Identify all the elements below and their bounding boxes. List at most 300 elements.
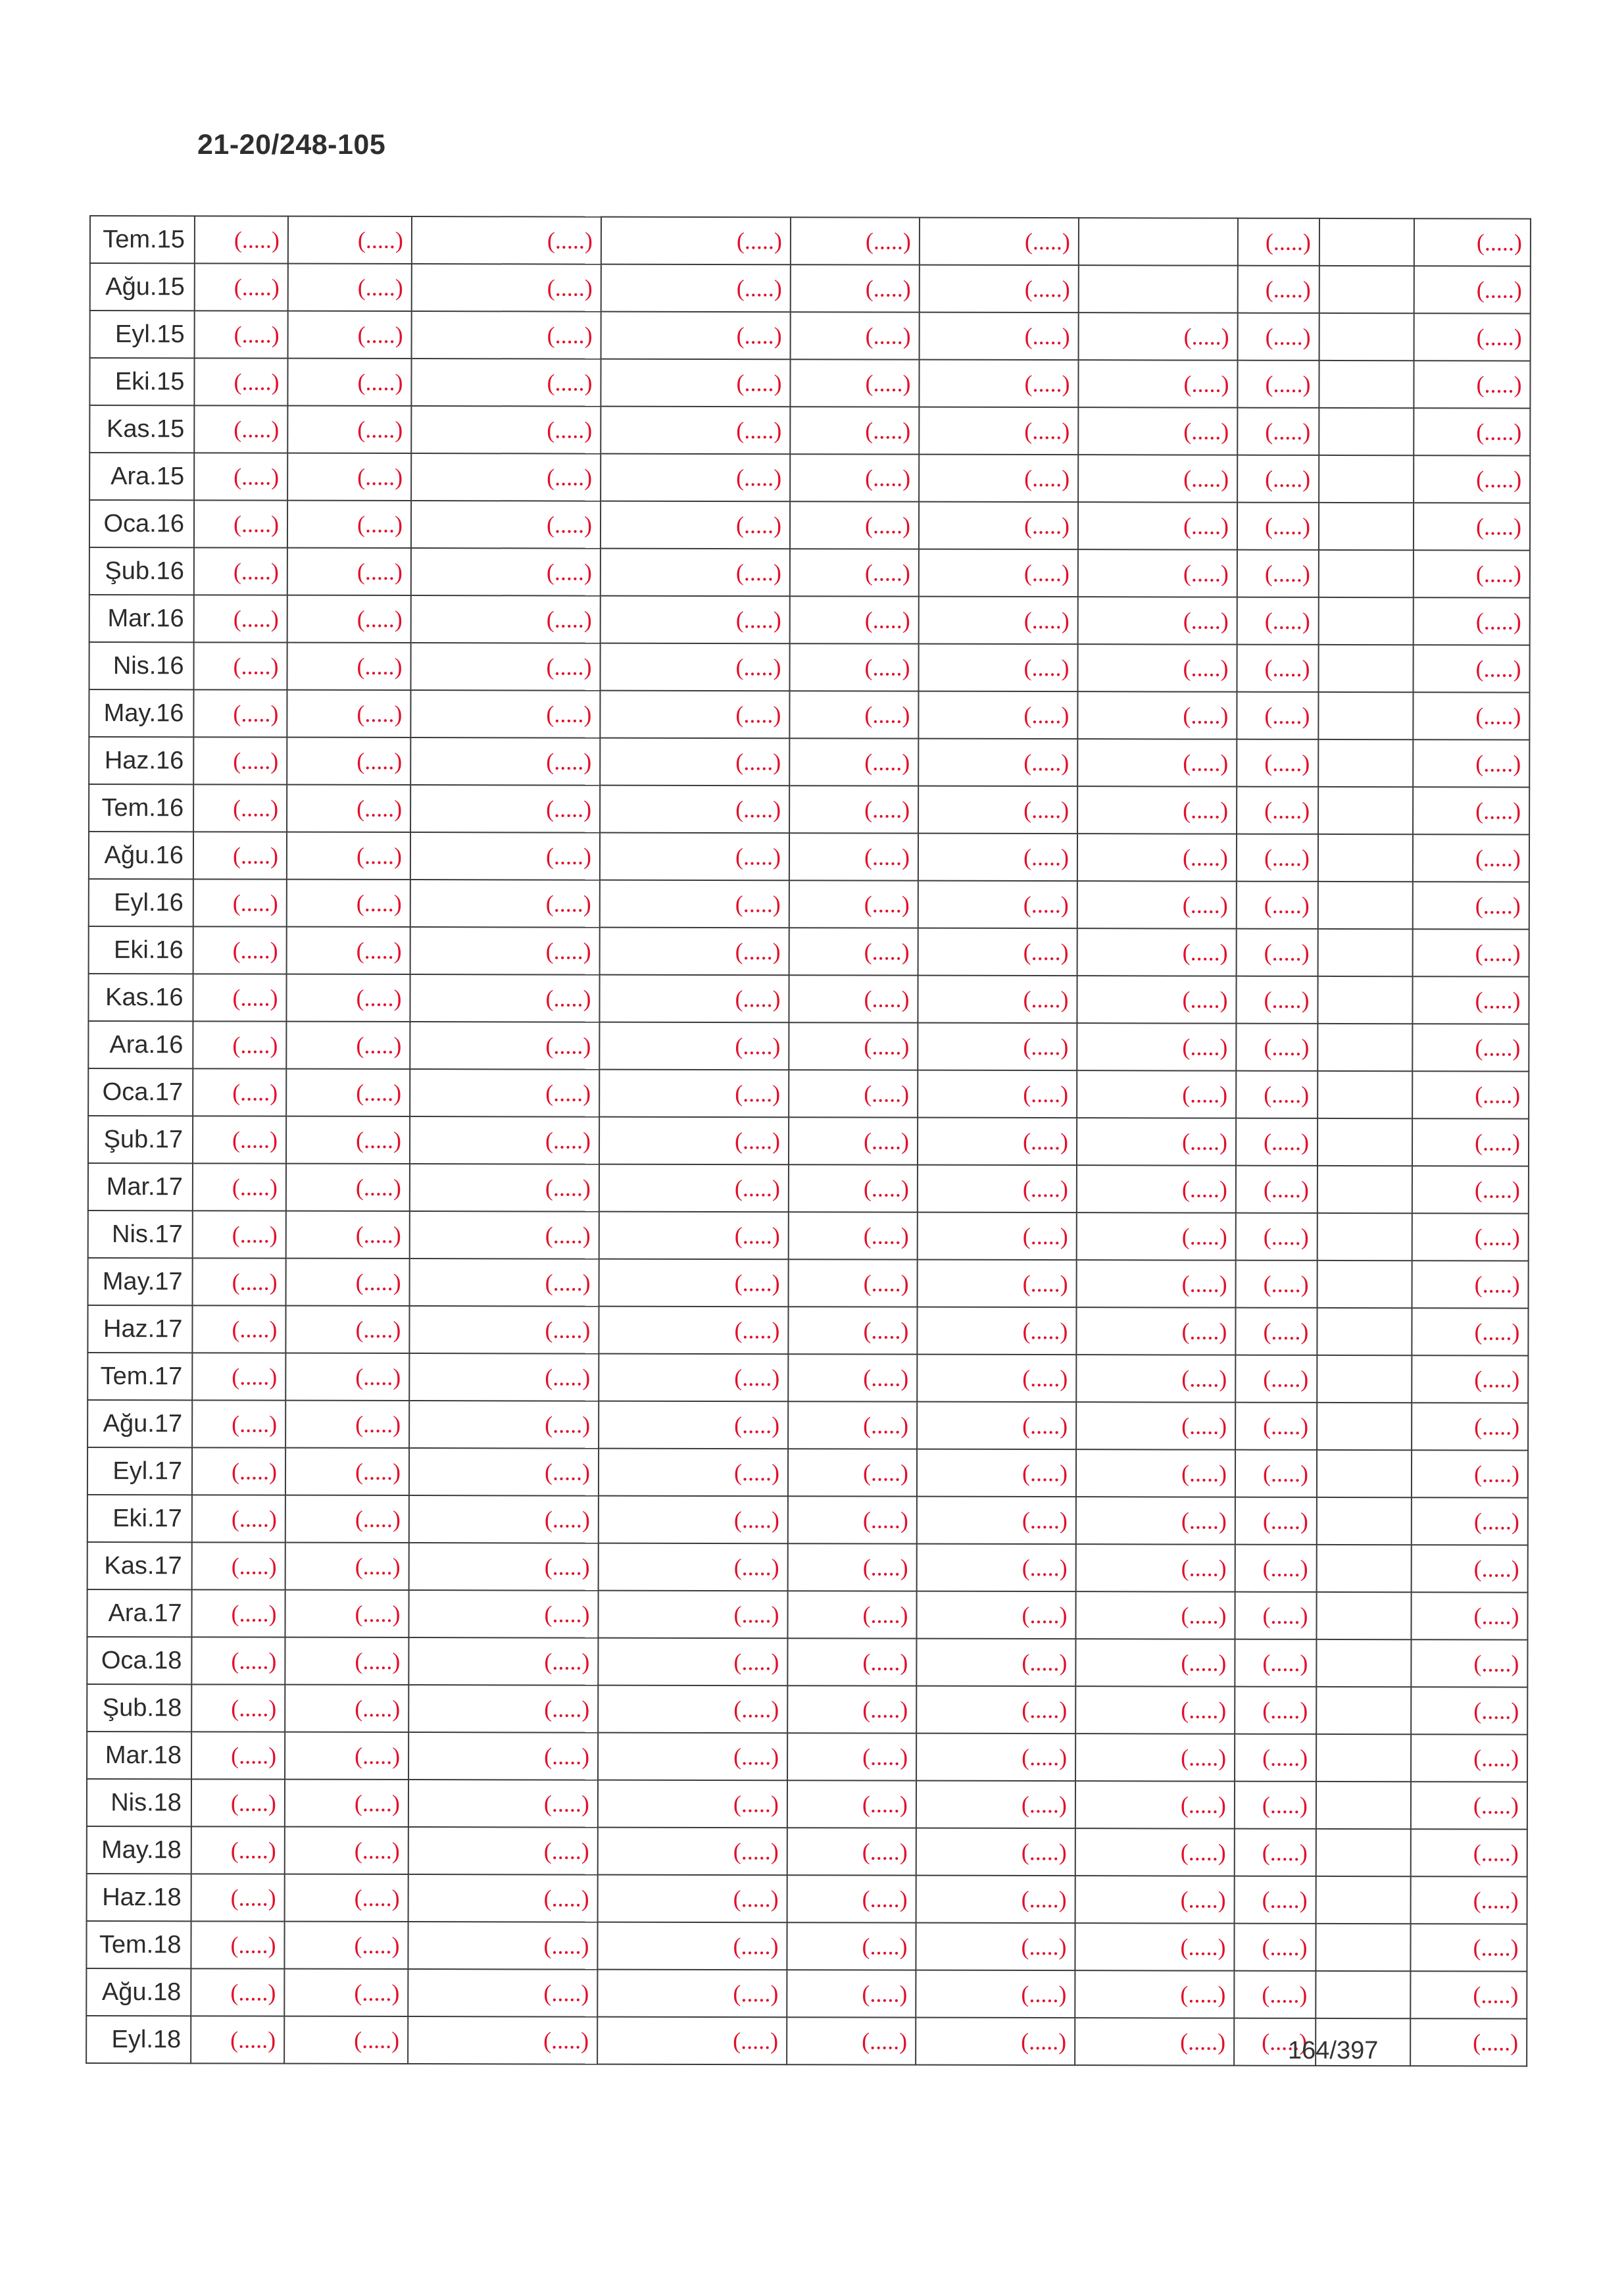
redacted-value-cell: (.....)	[787, 1875, 916, 1922]
redacted-value-cell: (.....)	[412, 216, 601, 264]
redacted-value-cell: (.....)	[1237, 455, 1319, 503]
empty-cell	[1318, 1024, 1412, 1071]
redacted-value-cell: (.....)	[789, 833, 918, 880]
redacted-value-cell: (.....)	[1075, 1686, 1235, 1734]
redacted-value-cell: (.....)	[287, 690, 410, 737]
redacted-value-cell: (.....)	[1075, 1828, 1235, 1876]
redacted-value-cell: (.....)	[1237, 408, 1319, 455]
redacted-value-cell: (.....)	[918, 976, 1077, 1024]
redacted-value-cell: (.....)	[916, 1591, 1075, 1639]
row-date-label: Ara.16	[88, 1021, 193, 1068]
redacted-value-cell: (.....)	[193, 784, 287, 832]
redacted-value-cell: (.....)	[1235, 1639, 1316, 1687]
redacted-value-cell: (.....)	[1237, 550, 1319, 597]
redacted-value-cell: (.....)	[1413, 834, 1529, 882]
redacted-value-cell: (.....)	[789, 975, 918, 1022]
redacted-value-cell: (.....)	[1412, 1118, 1529, 1166]
redacted-value-cell: (.....)	[1235, 1782, 1316, 1829]
redacted-value-cell: (.....)	[193, 832, 287, 879]
row-date-label: Oca.16	[89, 500, 194, 547]
redacted-value-cell: (.....)	[787, 2017, 916, 2064]
redacted-value-cell: (.....)	[1077, 1165, 1236, 1213]
redacted-value-cell: (.....)	[1414, 218, 1531, 266]
document-title: 21-20/248-105	[197, 129, 386, 161]
redacted-value-cell: (.....)	[917, 1402, 1076, 1450]
redacted-value-cell: (.....)	[408, 1637, 598, 1685]
redacted-value-cell: (.....)	[787, 1685, 916, 1733]
redacted-value-cell: (.....)	[916, 1828, 1075, 1876]
redacted-value-cell: (.....)	[1412, 1166, 1529, 1213]
table-row	[86, 1968, 1527, 2019]
redacted-value-cell: (.....)	[1236, 1166, 1318, 1213]
empty-cell	[1079, 265, 1238, 313]
redacted-value-cell: (.....)	[1234, 2018, 1316, 2066]
redacted-value-cell: (.....)	[1414, 266, 1531, 313]
redacted-value-cell: (.....)	[787, 1733, 916, 1780]
empty-cell	[1317, 1545, 1412, 1592]
redacted-value-cell: (.....)	[790, 454, 919, 501]
empty-cell	[1318, 929, 1413, 976]
redacted-value-cell: (.....)	[1235, 1308, 1317, 1355]
redacted-value-cell: (.....)	[919, 407, 1078, 455]
redacted-value-cell: (.....)	[1075, 1734, 1235, 1782]
table-row	[89, 547, 1530, 598]
redacted-value-cell: (.....)	[601, 312, 791, 360]
redacted-value-cell: (.....)	[599, 1117, 789, 1165]
empty-cell	[1317, 1308, 1412, 1355]
redacted-value-cell: (.....)	[1077, 928, 1237, 976]
row-date-label: Eyl.16	[89, 879, 193, 926]
redacted-value-cell: (.....)	[288, 311, 412, 359]
redacted-value-cell: (.....)	[918, 1023, 1077, 1071]
redacted-value-cell: (.....)	[601, 359, 790, 407]
redacted-value-cell: (.....)	[918, 1212, 1077, 1260]
redacted-value-cell: (.....)	[789, 1117, 918, 1164]
empty-cell	[1318, 976, 1412, 1024]
redacted-value-cell: (.....)	[1077, 881, 1237, 929]
row-date-label: Ağu.18	[86, 1968, 191, 2016]
redacted-value-cell: (.....)	[287, 595, 411, 643]
redacted-value-cell: (.....)	[916, 1970, 1075, 2018]
redacted-value-cell: (.....)	[1075, 1781, 1235, 1829]
redacted-value-cell: (.....)	[1412, 976, 1529, 1024]
redacted-value-cell: (.....)	[287, 927, 410, 974]
redacted-value-cell: (.....)	[193, 1163, 286, 1210]
redacted-value-cell: (.....)	[1411, 1734, 1527, 1782]
empty-cell	[1316, 1829, 1411, 1876]
table-row	[89, 595, 1530, 645]
redacted-value-cell: (.....)	[1412, 1355, 1528, 1403]
empty-cell	[1318, 1166, 1412, 1213]
row-date-label: Eyl.17	[87, 1447, 192, 1495]
redacted-value-cell: (.....)	[599, 1307, 788, 1355]
redacted-value-cell: (.....)	[410, 880, 600, 928]
empty-cell	[1318, 645, 1413, 692]
redacted-value-cell: (.....)	[287, 737, 410, 785]
redacted-value-cell: (.....)	[918, 834, 1077, 882]
redacted-value-cell: (.....)	[285, 1732, 408, 1780]
table-row	[87, 1779, 1527, 1830]
redacted-value-cell: (.....)	[193, 1021, 286, 1068]
redacted-value-cell: (.....)	[1075, 1591, 1235, 1639]
redacted-value-cell: (.....)	[410, 927, 600, 975]
empty-cell	[1319, 266, 1414, 313]
redacted-value-cell: (.....)	[789, 1164, 918, 1212]
empty-cell	[1319, 313, 1414, 361]
empty-cell	[1318, 1071, 1412, 1118]
redacted-value-cell: (.....)	[1412, 1497, 1528, 1545]
redacted-value-cell: (.....)	[410, 1164, 599, 1212]
redacted-value-cell: (.....)	[1235, 1687, 1316, 1734]
row-date-label: Haz.18	[87, 1874, 191, 1921]
redacted-value-cell: (.....)	[601, 454, 790, 502]
redacted-value-cell: (.....)	[1236, 1071, 1318, 1118]
redacted-value-cell: (.....)	[598, 1828, 787, 1876]
redacted-value-cell: (.....)	[599, 1070, 789, 1118]
redacted-value-cell: (.....)	[1413, 645, 1529, 692]
redacted-value-cell: (.....)	[287, 785, 410, 832]
redacted-value-cell: (.....)	[1077, 1023, 1236, 1071]
redacted-value-cell: (.....)	[789, 643, 918, 691]
redacted-value-cell: (.....)	[919, 455, 1078, 503]
row-date-label: Mar.16	[89, 595, 194, 642]
redacted-value-cell: (.....)	[1235, 1450, 1317, 1497]
redacted-value-cell: (.....)	[601, 596, 790, 644]
redacted-value-cell: (.....)	[1235, 1592, 1316, 1639]
redacted-value-cell: (.....)	[600, 643, 789, 691]
table-row	[88, 1116, 1529, 1166]
redacted-value-cell: (.....)	[408, 1922, 597, 1970]
redacted-value-cell: (.....)	[286, 1211, 410, 1259]
row-date-label: Ağu.15	[90, 263, 195, 311]
redacted-value-cell: (.....)	[919, 597, 1078, 645]
table-row	[87, 1874, 1527, 1924]
redacted-value-cell: (.....)	[1237, 787, 1318, 834]
redacted-value-cell: (.....)	[191, 1826, 285, 1874]
redacted-value-cell: (.....)	[1235, 1876, 1316, 1924]
redacted-value-cell: (.....)	[791, 264, 920, 312]
redacted-value-cell: (.....)	[599, 975, 789, 1023]
empty-cell	[1319, 361, 1414, 408]
redacted-value-cell: (.....)	[1076, 1449, 1235, 1497]
row-date-label: Kas.16	[88, 974, 193, 1021]
redacted-value-cell: (.....)	[1237, 929, 1318, 976]
table-row	[90, 263, 1531, 314]
redacted-value-cell: (.....)	[409, 1401, 599, 1449]
empty-cell	[1317, 1497, 1412, 1545]
redacted-value-cell: (.....)	[285, 1543, 409, 1590]
empty-cell	[1318, 882, 1413, 929]
row-date-label: Tem.16	[89, 784, 193, 832]
redacted-value-cell: (.....)	[285, 1780, 408, 1827]
redacted-value-cell: (.....)	[1412, 1545, 1528, 1592]
table-row	[88, 1210, 1529, 1261]
redacted-value-cell: (.....)	[410, 1211, 599, 1259]
row-date-label: Nis.16	[89, 642, 193, 689]
redacted-value-cell: (.....)	[918, 644, 1077, 692]
table-row	[88, 1258, 1529, 1309]
redacted-value-cell: (.....)	[918, 1070, 1077, 1118]
redacted-value-cell: (.....)	[192, 1495, 285, 1542]
row-date-label: Ağu.16	[89, 832, 193, 879]
empty-cell	[1079, 218, 1238, 266]
redacted-value-cell: (.....)	[1414, 408, 1530, 455]
redacted-value-cell: (.....)	[1078, 502, 1237, 550]
redacted-value-cell: (.....)	[1237, 739, 1318, 787]
redacted-value-cell: (.....)	[787, 1922, 916, 1970]
redacted-value-cell: (.....)	[1412, 1024, 1529, 1071]
redacted-value-cell: (.....)	[599, 1449, 788, 1497]
redacted-value-cell: (.....)	[600, 786, 789, 834]
redacted-value-cell: (.....)	[191, 1732, 285, 1779]
redacted-value-cell: (.....)	[1412, 1308, 1528, 1355]
table-row	[88, 974, 1529, 1024]
redacted-value-cell: (.....)	[194, 500, 287, 547]
redacted-value-cell: (.....)	[1075, 1639, 1235, 1687]
empty-cell	[1318, 834, 1413, 882]
redacted-value-cell: (.....)	[916, 1876, 1075, 1924]
redacted-value-cell: (.....)	[285, 1495, 409, 1543]
page-number: 164/397	[1288, 2037, 1379, 2064]
redacted-value-cell: (.....)	[599, 1496, 788, 1544]
redacted-value-cell: (.....)	[1235, 1403, 1317, 1450]
redacted-value-cell: (.....)	[599, 1259, 789, 1307]
redacted-value-cell: (.....)	[916, 1923, 1075, 1971]
redacted-value-cell: (.....)	[790, 596, 919, 643]
redacted-value-cell: (.....)	[411, 501, 601, 549]
redacted-value-cell: (.....)	[286, 1069, 410, 1116]
redacted-value-cell: (.....)	[1077, 691, 1237, 739]
redacted-value-cell: (.....)	[287, 501, 411, 548]
redacted-value-cell: (.....)	[286, 1022, 410, 1069]
table-row	[89, 405, 1530, 456]
table-row	[89, 358, 1530, 409]
redacted-value-cell: (.....)	[1237, 645, 1318, 692]
redacted-value-cell: (.....)	[1077, 739, 1237, 787]
redacted-value-cell: (.....)	[1075, 1923, 1234, 1971]
empty-cell	[1317, 1355, 1412, 1403]
redacted-value-cell: (.....)	[917, 1497, 1076, 1545]
redacted-value-cell: (.....)	[1077, 976, 1236, 1024]
redacted-value-cell: (.....)	[790, 501, 919, 549]
empty-cell	[1316, 1687, 1411, 1734]
redacted-value-cell: (.....)	[286, 1164, 410, 1211]
redacted-value-cell: (.....)	[1237, 361, 1319, 408]
redacted-value-cell: (.....)	[191, 1637, 285, 1684]
redacted-value-cell: (.....)	[1410, 1971, 1527, 2018]
redacted-value-cell: (.....)	[194, 358, 287, 405]
redacted-value-cell: (.....)	[600, 880, 789, 928]
redacted-value-cell: (.....)	[193, 974, 286, 1021]
redacted-value-cell: (.....)	[287, 453, 411, 501]
redacted-value-cell: (.....)	[287, 406, 411, 453]
empty-cell	[1318, 1260, 1412, 1308]
redacted-value-cell: (.....)	[920, 312, 1079, 361]
redacted-value-cell: (.....)	[787, 1828, 916, 1875]
redacted-value-cell: (.....)	[191, 1874, 285, 1921]
redacted-value-cell: (.....)	[918, 1260, 1077, 1308]
redacted-value-cell: (.....)	[1235, 1355, 1317, 1403]
row-date-label: Eki.17	[87, 1495, 192, 1542]
table-row	[89, 832, 1529, 882]
redacted-value-cell: (.....)	[194, 453, 287, 500]
row-date-label: Ara.17	[87, 1589, 191, 1637]
redacted-value-cell: (.....)	[601, 501, 790, 549]
redacted-value-cell: (.....)	[194, 405, 287, 453]
row-date-label: Eyl.18	[86, 2016, 191, 2063]
redacted-value-cell: (.....)	[919, 360, 1078, 408]
redacted-value-cell: (.....)	[1077, 1070, 1236, 1118]
redacted-value-cell: (.....)	[916, 1639, 1075, 1687]
redacted-value-cell: (.....)	[601, 217, 791, 265]
redacted-value-cell: (.....)	[1411, 1639, 1527, 1687]
redacted-value-cell: (.....)	[194, 595, 287, 642]
redacted-value-cell: (.....)	[285, 1874, 408, 1922]
redacted-value-cell: (.....)	[917, 1449, 1076, 1497]
redacted-value-cell: (.....)	[1075, 2018, 1234, 2066]
redacted-value-cell: (.....)	[285, 1685, 408, 1732]
row-date-label: May.16	[89, 689, 193, 737]
redacted-value-cell: (.....)	[1411, 1592, 1527, 1639]
redacted-value-cell: (.....)	[788, 1307, 917, 1354]
redacted-value-cell: (.....)	[597, 1970, 787, 2018]
redacted-value-cell: (.....)	[192, 1447, 285, 1495]
row-date-label: Oca.17	[88, 1068, 193, 1116]
redacted-value-cell: (.....)	[191, 1968, 284, 2016]
row-date-label: Tem.18	[86, 1921, 191, 1968]
redacted-value-cell: (.....)	[1076, 1544, 1235, 1592]
redacted-value-cell: (.....)	[284, 2016, 408, 2064]
table-row	[87, 1826, 1527, 1877]
redacted-value-cell: (.....)	[1075, 1876, 1235, 1924]
empty-cell	[1319, 503, 1414, 550]
redacted-value-cell: (.....)	[1076, 1355, 1235, 1403]
empty-cell	[1316, 1924, 1410, 1971]
empty-cell	[1319, 597, 1414, 645]
redacted-value-cell: (.....)	[1412, 1450, 1528, 1497]
table-row	[89, 689, 1529, 740]
redacted-value-cell: (.....)	[1238, 218, 1319, 266]
redacted-value-cell: (.....)	[1413, 692, 1529, 739]
redacted-value-cell: (.....)	[788, 1496, 917, 1543]
redacted-value-cell: (.....)	[787, 1591, 916, 1638]
redacted-value-cell: (.....)	[1076, 1402, 1235, 1450]
redacted-value-cell: (.....)	[1410, 2018, 1527, 2066]
redacted-value-cell: (.....)	[1238, 313, 1319, 361]
redacted-value-cell: (.....)	[1236, 1260, 1318, 1308]
redacted-value-cell: (.....)	[787, 1638, 916, 1685]
redacted-value-cell: (.....)	[789, 928, 918, 975]
redacted-value-cell: (.....)	[1078, 455, 1237, 503]
table-row	[89, 926, 1529, 977]
redacted-value-cell: (.....)	[598, 1591, 787, 1639]
redacted-value-cell: (.....)	[410, 832, 600, 880]
row-date-label: Ağu.17	[87, 1400, 192, 1447]
redacted-value-cell: (.....)	[408, 1685, 598, 1733]
redacted-value-cell: (.....)	[787, 1970, 916, 2017]
redacted-value-cell: (.....)	[193, 1210, 286, 1258]
redacted-value-cell: (.....)	[191, 1684, 285, 1732]
redacted-value-cell: (.....)	[410, 1022, 599, 1070]
redacted-value-cell: (.....)	[789, 691, 918, 738]
redacted-value-cell: (.....)	[286, 974, 410, 1022]
row-date-label: Şub.16	[89, 547, 194, 595]
redacted-value-cell: (.....)	[599, 1212, 789, 1260]
redacted-value-cell: (.....)	[919, 502, 1078, 550]
redacted-value-cell: (.....)	[599, 1164, 789, 1212]
redacted-value-cell: (.....)	[191, 1589, 285, 1637]
redacted-value-cell: (.....)	[601, 407, 790, 455]
redacted-value-cell: (.....)	[409, 1495, 599, 1543]
redacted-value-cell: (.....)	[917, 1307, 1076, 1355]
table-row	[87, 1732, 1527, 1782]
redacted-value-cell: (.....)	[1077, 1212, 1236, 1260]
redacted-value-cell: (.....)	[789, 1070, 918, 1117]
redacted-value-cell: (.....)	[287, 643, 410, 690]
redacted-value-cell: (.....)	[1236, 976, 1318, 1024]
redacted-value-cell: (.....)	[1414, 361, 1530, 408]
redacted-value-cell: (.....)	[1076, 1307, 1235, 1355]
redacted-value-cell: (.....)	[285, 1401, 409, 1448]
redacted-value-cell: (.....)	[285, 1448, 409, 1495]
redacted-value-cell: (.....)	[916, 1781, 1075, 1829]
redacted-value-cell: (.....)	[789, 738, 918, 786]
redacted-value-cell: (.....)	[598, 1875, 787, 1923]
empty-cell	[1319, 218, 1414, 266]
redacted-value-cell: (.....)	[600, 833, 789, 881]
redacted-value-cell: (.....)	[1413, 929, 1529, 976]
empty-cell	[1317, 1403, 1412, 1450]
redacted-value-cell: (.....)	[599, 1543, 788, 1591]
empty-cell	[1318, 787, 1413, 834]
redacted-value-cell: (.....)	[597, 2017, 787, 2065]
table-row	[87, 1353, 1528, 1403]
table-row	[89, 453, 1530, 503]
redacted-value-cell: (.....)	[284, 1969, 408, 2016]
redacted-value-cell: (.....)	[789, 1022, 918, 1070]
redacted-value-cell: (.....)	[192, 1542, 285, 1589]
row-date-label: Nis.18	[87, 1779, 191, 1826]
row-date-label: Tem.15	[90, 216, 195, 263]
row-date-label: May.17	[88, 1258, 193, 1305]
row-date-label: Ara.15	[89, 453, 194, 500]
empty-cell	[1316, 1782, 1411, 1829]
redacted-value-cell: (.....)	[1412, 1213, 1529, 1260]
table-row	[86, 1921, 1527, 1972]
empty-cell	[1316, 1734, 1411, 1782]
redacted-value-cell: (.....)	[1077, 644, 1237, 692]
redacted-value-cell: (.....)	[1413, 787, 1529, 834]
redacted-value-cell: (.....)	[1077, 786, 1237, 834]
redacted-value-cell: (.....)	[1236, 1118, 1318, 1166]
table-row	[87, 1400, 1528, 1451]
table-row	[89, 642, 1529, 693]
table-row	[90, 216, 1531, 266]
redacted-value-cell: (.....)	[193, 1258, 286, 1305]
redacted-value-cell: (.....)	[1234, 1971, 1316, 2018]
redacted-value-cell: (.....)	[192, 1400, 285, 1447]
table-body	[86, 216, 1531, 2066]
data-table	[86, 215, 1531, 2067]
redacted-value-cell: (.....)	[788, 1354, 917, 1401]
redacted-value-cell: (.....)	[1413, 882, 1529, 929]
table-row	[87, 1684, 1527, 1735]
redacted-value-cell: (.....)	[410, 1116, 599, 1164]
redacted-value-cell: (.....)	[788, 1401, 917, 1449]
redacted-value-cell: (.....)	[1414, 503, 1530, 550]
redacted-value-cell: (.....)	[598, 1733, 787, 1781]
redacted-value-cell: (.....)	[1078, 407, 1237, 455]
